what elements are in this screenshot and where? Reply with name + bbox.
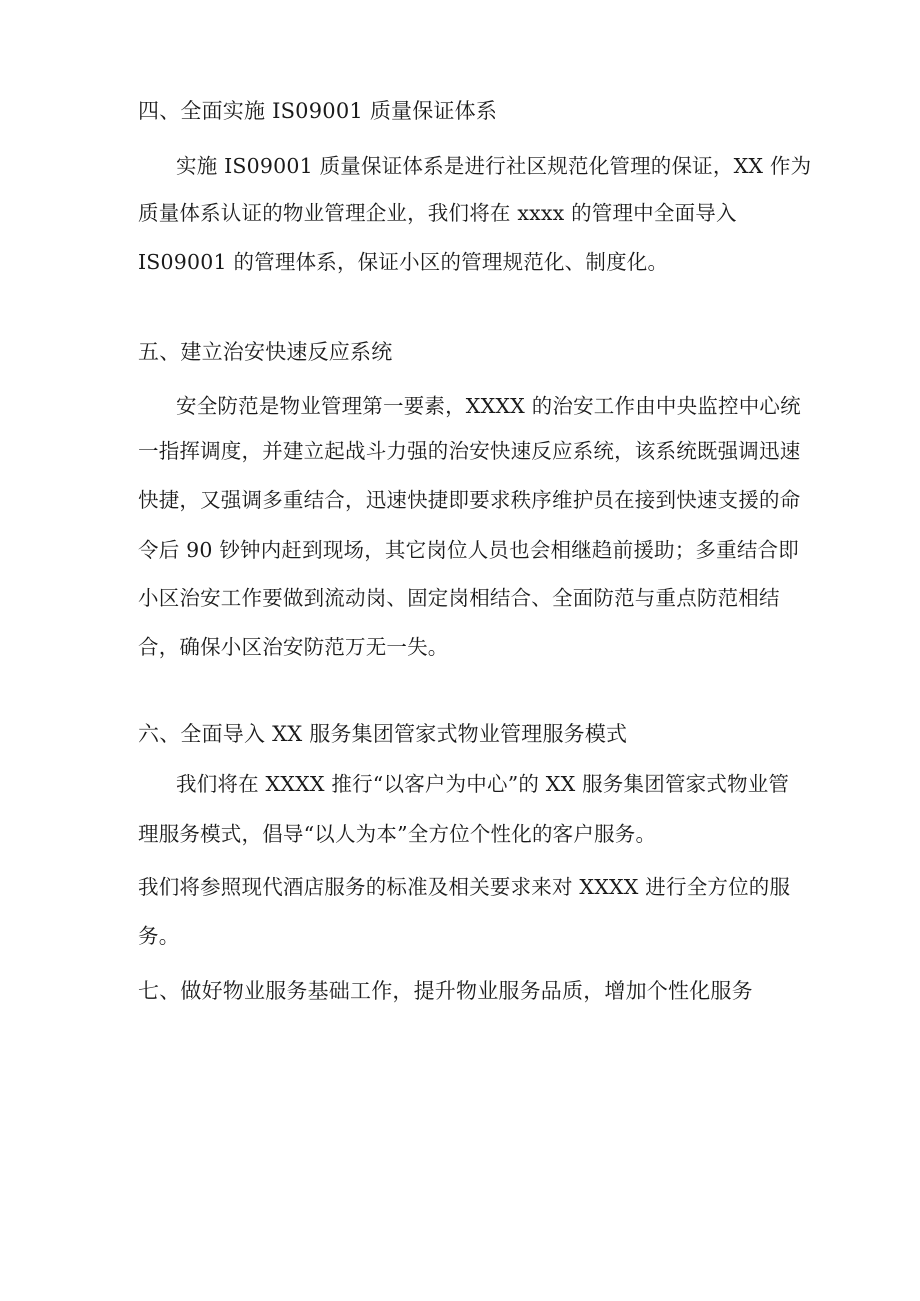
paragraph-line: 快捷，又强调多重结合，迅速快捷即要求秩序维护员在接到快速支援的命 — [138, 488, 801, 512]
paragraph-line: 质量体系认证的物业管理企业，我们将在 xxxx 的管理中全面导入 — [138, 201, 737, 225]
section-heading: 六、全面导入 XX 服务集团管家式物业管理服务模式 — [138, 722, 628, 746]
paragraph-line: 合，确保小区治安防范万无一失。 — [138, 635, 449, 659]
section-heading: 四、全面实施 IS09001 质量保证体系 — [138, 99, 498, 123]
paragraph-line: 令后 90 钞钟内赶到现场，其它岗位人员也会相继趋前援助；多重结合即 — [138, 538, 799, 562]
section-heading: 七、做好物业服务基础工作，提升物业服务品质，增加个性化服务 — [138, 979, 753, 1003]
paragraph-line: 我们将在 XXXX 推行“以客户为中心”的 XX 服务集团管家式物业管 — [176, 772, 790, 796]
paragraph-line: 小区治安工作要做到流动岗、固定岗相结合、全面防范与重点防范相结 — [138, 586, 780, 610]
paragraph-line: 我们将参照现代酒店服务的标准及相关要求来对 XXXX 进行全方位的服 — [138, 875, 791, 899]
paragraph-line: 理服务模式，倡导“以人为本”全方位个性化的客户服务。 — [138, 822, 657, 846]
section-heading: 五、建立治安快速反应系统 — [138, 340, 393, 364]
paragraph-line: IS09001 的管理体系，保证小区的管理规范化、制度化。 — [138, 250, 669, 274]
paragraph-line: 安全防范是物业管理第一要素，XXXX 的治安工作由中央监控中心统 — [176, 394, 801, 418]
paragraph-line: 实施 IS09001 质量保证体系是进行社区规范化管理的保证，XX 作为 — [176, 154, 812, 178]
paragraph-line: 一指挥调度，并建立起战斗力强的治安快速反应系统，该系统既强调迅速 — [138, 439, 801, 463]
paragraph-line: 务。 — [138, 924, 180, 948]
